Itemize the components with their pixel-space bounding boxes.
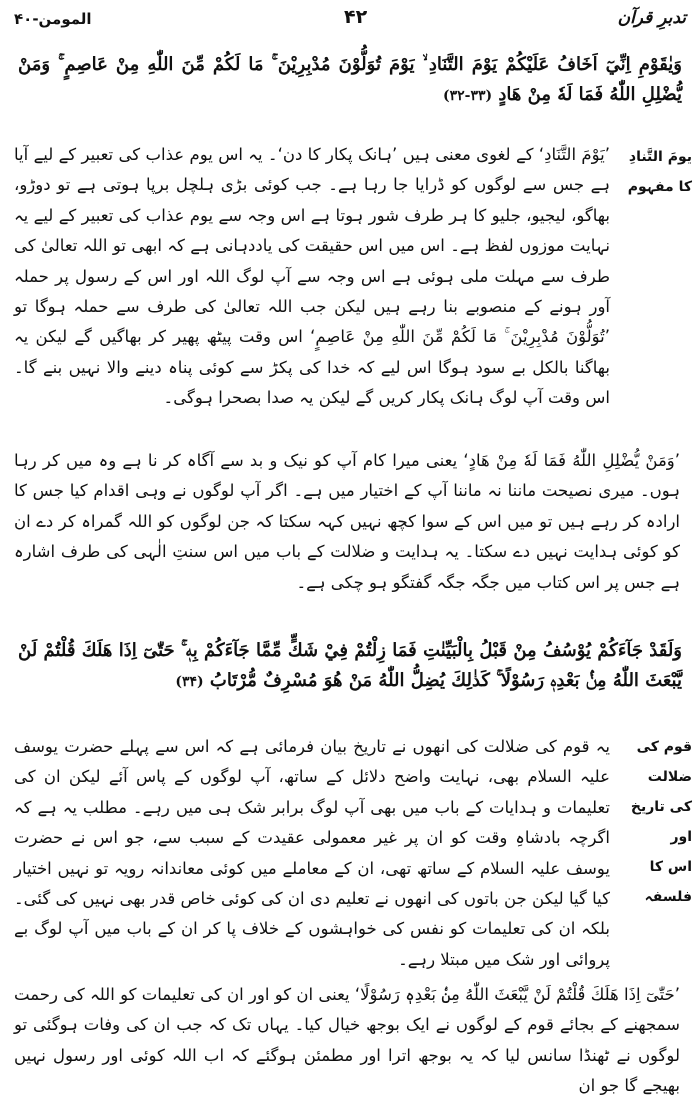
margin-note-line: کا مفہوم xyxy=(627,179,692,195)
commentary-paragraph-4: ’حَتّٰىٓ اِذَا هَلَكَ قُلْتُمْ لَنْ يَّبْعَثَ اللّٰهُ مِنْۢ بَعْدِهٖ رَسُوْلًا‘ یعنی ان کو اور ان کی تعلیمات کو اللہ کی رحمت سمجھنے کے بجائے قوم کے لوگوں نے ایک بوجھ خیال کیا۔ یہاں تک کہ جب ان کی وفات ہوگئی تو لوگوں نے ٹھنڈا سانس لیا کہ یہ بوجھ اترا اور مطمئن ہوگئے کہ اب اللہ کوئی اور رسول نہیں بھیجے گا جو ان xyxy=(14,985,680,1096)
margin-note-qaum-ki-zalalat xyxy=(614,732,692,912)
verse-reference: (۳۲-۳۳) xyxy=(442,88,493,104)
margin-note-line: اس کا فلسفہ xyxy=(644,859,692,905)
verse-text: وَيٰقَوْمِ اِنِّيٓ اَخَافُ عَلَيْكُمْ يَوْمَ التَّنَادِ ۙ يَوْمَ تُوَلُّوْنَ مُدْبِرِيْنَ ۚ مَا لَكُمْ مِّنَ اللّٰهِ مِنْ عَاصِمٍ ۚ وَمَنْ يُّضْلِلِ اللّٰهُ فَمَا لَهٗ مِنْ هَادٍ xyxy=(18,54,682,105)
verse-text: وَلَقَدْ جَآءَكُمْ يُوْسُفُ مِنْ قَبْلُ بِالْبَيِّنٰتِ فَمَا زِلْتُمْ فِيْ شَكٍّ مِّمَّا جَآءَكُمْ بِهٖ ۚ حَتّٰىٓ اِذَا هَلَكَ قُلْتُمْ لَنْ يَّبْعَثَ اللّٰهُ مِنْۢ بَعْدِهٖ رَسُوْلًا ۚ كَذٰلِكَ يُضِلُّ اللّٰهُ مَنْ هُوَ مُسْرِفٌ مُّرْتَابُ xyxy=(18,640,682,691)
commentary-paragraph-3: یہ قوم کی ضلالت کی انھوں نے تاریخ بیان فرمائی ہے کہ اس سے پہلے حضرت یوسف علیہ السلام بھی، نہایت واضح دلائل کے ساتھ، آپ لوگوں کے پاس آئے لیکن ان کی تعلیمات و ہدایات کے باب میں بھی آپ لوگ برابر شک ہی میں رہے۔ مطلب یہ ہے کہ اگرچہ بادشاہِ وقت کو ان پر غیر معمولی عقیدت کے سبب سے، جو اس نے حضرت یوسف علیہ السلام کے ساتھ تھی، ان کے معاملے میں کوئی معاندانہ رویہ تو نہیں اختیار کیا گیا لیکن جن باتوں کی انھوں نے تعلیم دی ان کی کوئی خاص قدر بھی نہیں کی گئی۔ بلکہ ان کی تعلیمات کو نفس کی خواہشوں کے خلاف پا کر ان کے باب میں آپ لوگ بے پروائی اور شک میں مبتلا رہے۔ xyxy=(14,737,610,969)
surah-name: المومن-۴۰ xyxy=(14,10,92,28)
margin-note-line: کی تاریخ اور xyxy=(630,799,692,845)
commentary-paragraph-1: ’يَوْمَ التَّنَادِ‘ کے لغوی معنی ہیں ’ہانک پکار کا دن‘۔ یہ اس یوم عذاب کی تعبیر کے لیے آیا ہے جس سے لوگوں کو ڈرایا جا رہا ہے۔ جب کوئی بڑی ہلچل برپا ہوتی ہے تو دوڑو، بھاگو، لیجیو، جلیو کا ہر طرف شور ہوتا ہے اس وجہ سے یوم عذاب کی تعبیر کے لیے یہ نہایت موزوں لفظ ہے۔ اس میں اس حقیقت کی یاددہانی ہے کہ ابھی تو اللہ تعالیٰ کی طرف سے مہلت ملی ہوئی ہے اس وجہ سے آپ لوگ اللہ اور اس کے رسول پر حملہ آور ہونے کے منصوبے بنا رہے ہیں لیکن جب اللہ تعالیٰ کی طرف سے حملہ ہوگا تو ’تُوَلُّوْنَ مُدْبِرِيْنَ ۚ مَا لَكُمْ مِّنَ اللّٰهِ مِنْ عَاصِمٍ‘ اس وقت پیٹھ پھیر کر بھاگیں گے لیکن یہ بھاگنا بالکل بے سود ہوگا اس لیے کہ خدا کی پکڑ سے کوئی پناہ دینے والا نہیں بنے گا۔ اس وقت آپ لوگ ہانک پکار کریں گے لیکن یہ صدا بصحرا ہوگی۔ xyxy=(14,145,610,408)
margin-note-line: يومَ التَّنادِ xyxy=(628,149,692,165)
commentary-paragraph-2: ’وَمَنْ يُّضْلِلِ اللّٰهُ فَمَا لَهٗ مِنْ هَادٍ‘ یعنی میرا کام آپ کو نیک و بد سے آگاہ کر نا ہے وہ میں کر رہا ہوں۔ میری نصیحت ماننا نہ ماننا آپ کے اختیار میں ہے۔ اگر آپ لوگوں نے وہی اقدام کیا جس کا ارادہ کر رہے ہیں تو میں اس کے سوا کچھ نہیں کہہ سکتا کہ جن لوگوں کو اللہ گمراہ کر دے ان کو کوئی ہدایت نہیں دے سکتا۔ یہ ہدایت و ضلالت کے باب میں اس سنتِ الٰہی کی طرف اشارہ ہے جس پر اس کتاب میں جگہ جگہ گفتگو ہو چکی ہے۔ xyxy=(14,451,680,592)
page-number: ۴۲ xyxy=(344,6,368,28)
margin-note-yaum-al-tanad xyxy=(614,142,692,202)
book-title: تدبرِ قرآن xyxy=(617,8,686,28)
verse-reference: (۳۴) xyxy=(175,674,204,690)
margin-note-line: قوم کی ضلالت xyxy=(636,739,692,785)
page-header xyxy=(14,4,686,38)
quran-verse-32-33 xyxy=(18,50,682,111)
quran-verse-34 xyxy=(18,636,682,697)
